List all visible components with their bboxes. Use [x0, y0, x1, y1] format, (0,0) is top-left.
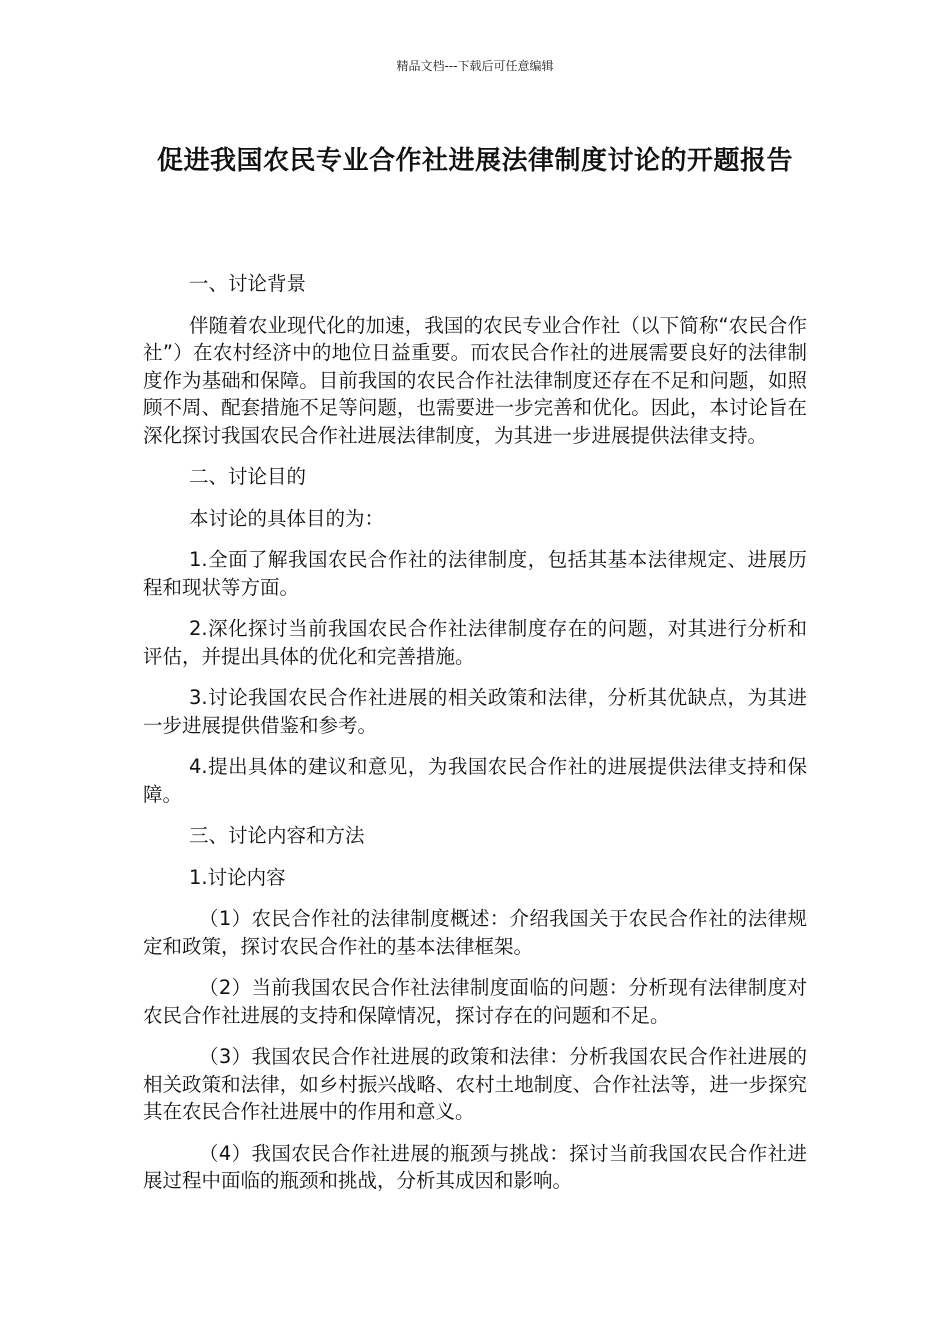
- purpose-intro: 本讨论的具体目的为：: [189, 506, 385, 530]
- subheading-content: 1.讨论内容: [189, 865, 286, 889]
- purpose-item-3: 3.讨论我国农民合作社进展的相关政策和法律，分析其优缺点，为其进一步进展提供借鉴和参考。: [143, 686, 807, 737]
- content-item-4: （4）我国农民合作社进展的瓶颈与挑战：探讨当前我国农民合作社进展过程中面临的瓶颈和挑战，分析其成因和影响。: [143, 1141, 807, 1192]
- content-item-3: （3）我国农民合作社进展的政策和法律：分析我国农民合作社进展的相关政策和法律，如乡村振兴战略、农村土地制度、合作社法等，进一步探究其在农民合作社进展中的作用和意义。: [143, 1045, 807, 1123]
- document-title: 促进我国农民专业合作社进展法律制度讨论的开题报告: [156, 146, 793, 176]
- section-heading-purpose: 二、讨论目的: [189, 465, 307, 488]
- purpose-item-1: 1.全面了解我国农民合作社的法律制度，包括其基本法律规定、进展历程和现状等方面。: [143, 548, 807, 599]
- section-heading-background: 一、讨论背景: [189, 272, 307, 295]
- purpose-item-4: 4.提出具体的建议和意见，为我国农民合作社的进展提供法律支持和保障。: [143, 755, 807, 806]
- purpose-item-2: 2.深化探讨当前我国农民合作社法律制度存在的问题，对其进行分析和评估，并提出具体的优化和完善措施。: [143, 617, 807, 668]
- content-item-2: （2）当前我国农民合作社法律制度面临的问题：分析现有法律制度对农民合作社进展的支持和保障情况，探讨存在的问题和不足。: [143, 976, 807, 1027]
- content-item-1: （1）农民合作社的法律制度概述：介绍我国关于农民合作社的法律规定和政策，探讨农民合作社的基本法律框架。: [143, 907, 807, 958]
- document-body: [143, 270, 807, 1209]
- section-heading-content-method: 三、讨论内容和方法: [189, 824, 365, 847]
- header-note: 精品文档---下载后可任意编辑: [396, 59, 554, 73]
- background-paragraph: 伴随着农业现代化的加速，我国的农民专业合作社（以下简称“农民合作社”）在农村经济中的地位日益重要。而农民合作社的进展需要良好的法律制度作为基础和保障。目前我国的农民合作社法律制度还存在不足和问题，如照顾不周、配套措施不足等问题，也需要进一步完善和优化。因此，本讨论旨在深化探讨我国农民合作社进展法律制度，为其进一步进展提供法律支持。: [143, 313, 807, 447]
